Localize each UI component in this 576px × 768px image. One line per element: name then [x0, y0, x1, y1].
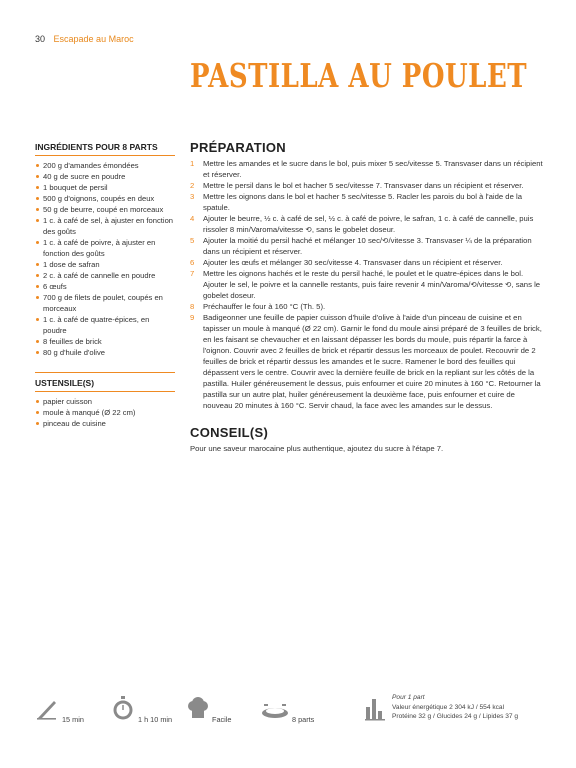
step-number: 1	[190, 159, 195, 168]
nutrition-energy: Valeur énergétique 2 304 kJ / 554 kcal	[392, 703, 505, 711]
step-item	[190, 301, 545, 312]
step-text: Mettre les oignons hachés et le reste du persil haché, le poulet et le quatre-épices dans le bol. Ajouter le sel, le poivre et la cannelle restants, puis faire revenir 4 min/Varoma/⟲/vitesse ⟲, sans le gobelet doseur.	[203, 269, 541, 300]
total-time-info	[111, 695, 172, 726]
step-number: 7	[190, 269, 195, 278]
ingredient-item: 50 g de beurre, coupé en morceaux	[35, 204, 175, 215]
chef-hat-icon	[187, 695, 209, 726]
ingredient-item: 40 g de sucre en poudre	[35, 171, 175, 182]
recipe-info-footer	[35, 693, 555, 733]
preparation-steps	[190, 158, 545, 411]
utensil-item: pinceau de cuisine	[35, 418, 175, 429]
step-item	[190, 191, 545, 213]
step-text: Préchauffer le four à 160 °C (Th. 5).	[203, 302, 326, 311]
step-text: Mettre les amandes et le sucre dans le bol, puis mixer 5 sec/vitesse 5. Transvaser dans un récipient et réserver.	[203, 159, 543, 179]
dish-icon	[261, 695, 289, 726]
utensil-item: moule à manqué (Ø 22 cm)	[35, 407, 175, 418]
ingredient-item: 1 c. à café de quatre-épices, en poudre	[35, 314, 175, 336]
tips-text: Pour une saveur marocaine plus authentique, ajoutez du sucre à l'étape 7.	[190, 444, 444, 453]
ingredient-item: 8 feuilles de brick	[35, 336, 175, 347]
bar-chart-icon	[365, 693, 387, 726]
ingredient-item: 6 œufs	[35, 281, 175, 292]
step-item	[190, 268, 545, 301]
servings-info	[261, 695, 314, 726]
step-text: Badigeonner une feuille de papier cuisson d'huile d'olive à l'aide d'un pinceau de cuisine et en tapisser un moule à manqué (Ø 22 cm). Garnir le fond du moule ainsi préparé de 3 feuilles de brick, en les faisant se chevaucher et en laissant dépasser les bords du moule, puis répartir la farce à l'oignon. Couvrir avec 2 feuilles de brick et répartir dessus les morceaux de poulet. Recouvrir de 2 feuilles de brick et répartir dessus les amandes et le sucre. Ramener le bord des feuilles qui dépassent vers le centre. Couvrir avec la dernière feuille de brick en la repliant sur les côtés de la pastilla. Huiler généreusement le dessus, puis enfourner et cuire 20 minutes à 160 °C. Retourner la pastilla sur un autre plat, huiler généreusement la deuxième face, puis enfourner et cuire de nouveau 20 minutes à 160 °C. Servir chaud, la face avec les amandes sur le dessus.	[203, 313, 542, 410]
utensils-list	[35, 396, 175, 429]
ingredient-item: 1 c. à café de sel, à ajuster en fonction des goûts	[35, 215, 175, 237]
page-header	[35, 34, 134, 44]
nutrition-info	[365, 693, 518, 726]
step-text: Mettre le persil dans le bol et hacher 5 sec/vitesse 7. Transvaser dans un récipient et réserver.	[203, 181, 524, 190]
ingredients-list	[35, 160, 175, 358]
step-number: 6	[190, 258, 195, 267]
timer-icon	[111, 695, 135, 726]
tips-section	[190, 425, 545, 454]
book-title: Escapade au Maroc	[53, 34, 134, 44]
step-item	[190, 312, 545, 411]
step-text: Mettre les oignons dans le bol et hacher 5 sec/vitesse 5. Racler les parois du bol à l'aide de la spatule.	[203, 192, 522, 212]
ingredient-item: 500 g d'oignons, coupés en deux	[35, 193, 175, 204]
step-item	[190, 257, 545, 268]
step-item	[190, 180, 545, 191]
prep-time-info	[35, 695, 84, 726]
step-text: Ajouter la moitié du persil haché et mélanger 10 sec/⟲/vitesse 3. Transvaser ¼ de la préparation dans un récipient et réserver.	[203, 236, 532, 256]
step-text: Ajouter les œufs et mélanger 30 sec/vitesse 4. Transvaser dans un récipient et réserver.	[203, 258, 503, 267]
step-number: 2	[190, 181, 195, 190]
ingredient-item: 1 c. à café de poivre, à ajuster en fonction des goûts	[35, 237, 175, 259]
nutrition-per: Pour 1 part	[392, 694, 425, 701]
difficulty-info	[187, 695, 231, 726]
step-item	[190, 158, 545, 180]
recipe-title: PASTILLA AU POULET	[190, 58, 528, 96]
page-number: 30	[35, 34, 46, 44]
ingredient-item: 200 g d'amandes émondées	[35, 160, 175, 171]
utensils-heading: USTENSILE(S)	[35, 378, 175, 392]
preparation-heading: PRÉPARATION	[190, 140, 286, 155]
step-item	[190, 235, 545, 257]
servings-label: 8 parts	[292, 715, 315, 724]
knife-icon	[35, 695, 59, 726]
nutrition-macros: Protéine 32 g / Glucides 24 g / Lipides 37 g	[392, 713, 519, 720]
ingredient-item: 1 dose de safran	[35, 259, 175, 270]
step-number: 9	[190, 313, 195, 322]
ingredient-item: 1 bouquet de persil	[35, 182, 175, 193]
step-number: 4	[190, 214, 195, 223]
ingredient-item: 2 c. à café de cannelle en poudre	[35, 270, 175, 281]
ingredients-heading: INGRÉDIENTS POUR 8 PARTS	[35, 142, 175, 156]
nutrition-text	[392, 693, 518, 726]
step-number: 3	[190, 192, 195, 201]
utensil-item: papier cuisson	[35, 396, 175, 407]
right-column	[190, 140, 545, 454]
left-column	[35, 142, 175, 429]
utensils-block	[35, 372, 175, 429]
prep-time-label: 15 min	[62, 715, 84, 724]
tips-heading: CONSEIL(S)	[190, 425, 269, 440]
ingredient-item: 700 g de filets de poulet, coupés en morceaux	[35, 292, 175, 314]
step-number: 5	[190, 236, 195, 245]
step-number: 8	[190, 302, 195, 311]
ingredient-item: 80 g d'huile d'olive	[35, 347, 175, 358]
difficulty-label: Facile	[212, 715, 232, 724]
step-item	[190, 213, 545, 235]
step-text: Ajouter le beurre, ½ c. à café de sel, ½ c. à café de poivre, le safran, 1 c. à café de cannelle, puis rissoler 8 min/Varoma/vitesse ⟲, sans le gobelet doseur.	[203, 214, 534, 234]
total-time-label: 1 h 10 min	[138, 715, 173, 724]
